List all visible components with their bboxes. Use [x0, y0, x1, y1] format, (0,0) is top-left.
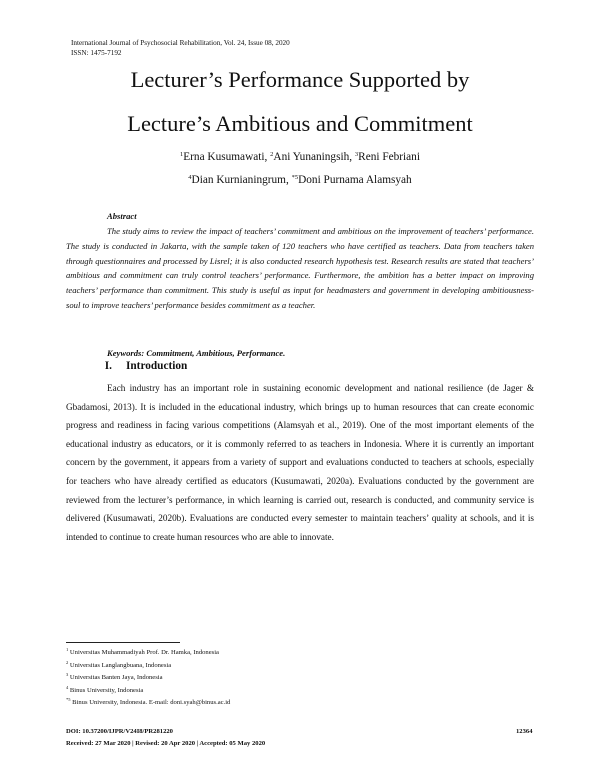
footnote-marker: 3 [66, 672, 69, 678]
footnote-marker: 4 [66, 684, 69, 690]
footnote-marker: 2 [66, 659, 69, 665]
author-name: Doni Purnama Alamsyah [298, 174, 412, 186]
section-title: Introduction [126, 360, 188, 372]
footnote-marker: *5 [66, 697, 71, 703]
footnote-marker: 1 [66, 647, 69, 652]
author-marker: 2 [270, 151, 274, 158]
section-number: I. [104, 360, 112, 372]
footnote-text: Universitas Langlangbuana, Indonesia [69, 661, 172, 669]
issn-line: ISSN: 1475-7192 [71, 49, 122, 57]
authors-line-1 [60, 148, 540, 164]
author-name: Reni Febriani [358, 151, 420, 163]
abstract-text: The study aims to review the impact of teachers’ commitment and ambitious on the improvement of teachers’ performance. The study is conducted in Jakarta, with the sample taken of 120 teachers who have certified as teachers. Data from teachers taken through questionnaires and processed by Lisrel; it is also conducted research hypothesis test. Research results are stated that teachers’ ambitious and commitment can truly control teachers’ performance. Furthermore, the ambition has a better impact on improving teachers’ performance than commitment. This study is useful as input for headmasters and government in developing ambitiousness-soul to improve teachers’ performance besides commitment as a teacher. [66, 226, 534, 310]
author-name: Dian Kurnianingrum, [191, 174, 292, 186]
introduction-paragraph: Each industry has an important role in sustaining economic development and national resilience (de Jager & Gbadamosi, 2013). It is included in the educational industry, which brings up to human resources that can create economic progress and readiness in facing various competitions (Alamsyah et al., 2019). One of the most important elements of the educational industry as educators, or it is commonly referred to as teachers in Indonesia. Where it is currently an important concern by the government, it appears from a variety of support and evaluations conducted to teachers at schools, especially for teachers who have already certified as educators (Kusumawati, 2020a). Evaluations conducted by the government are reviewed from the lecturer’s performance, in which learning is carried out, research is conducted, and community service is delivered (Kusumawati, 2020b). Evaluations are conducted every semester to maintain teachers’ quality at schools, and it is intended to continue to create human resources who are able to innovate. [66, 383, 534, 542]
paper-title-line-2: Lecture’s Ambitious and Commitment [127, 111, 473, 136]
journal-header [71, 38, 290, 58]
footnote-divider [66, 642, 180, 643]
footnote-text: Universitas Muhammadiyah Prof. Dr. Hamka, Indonesia [69, 649, 219, 656]
footnote [66, 645, 230, 658]
author-marker: 3 [354, 151, 359, 158]
footnote-text: Universitas Banten Jaya, Indonesia [69, 674, 163, 682]
paper-title-line-1: Lecturer’s Performance Supported by [130, 67, 470, 92]
author-marker: 1 [180, 151, 184, 158]
footnote [66, 670, 230, 683]
footnote-text: Binus University, Indonesia [69, 686, 144, 694]
footnote-text: Binus University, Indonesia. E-mail: doni.syah@binus.ac.id [72, 699, 231, 707]
footnote [66, 695, 230, 708]
doi: DOI: 10.37200/IJPR/V24I8/PR281220 [66, 728, 173, 735]
author-marker: *5 [291, 174, 299, 181]
footnote [66, 658, 230, 671]
footnotes [66, 645, 230, 708]
abstract-heading: Abstract [107, 211, 137, 221]
author-name: Ani Yunaningsih, [273, 151, 355, 163]
author-name: Erna Kusumawati, [183, 151, 271, 163]
page-number: 12364 [516, 728, 533, 735]
journal-line: International Journal of Psychosocial Rehabilitation, Vol. 24, Issue 08, 2020 [71, 39, 290, 47]
authors-line-2 [60, 171, 540, 187]
section-heading [66, 360, 187, 372]
submission-dates: Received: 27 Mar 2020 | Revised: 20 Apr 2020 | Accepted: 05 May 2020 [66, 740, 266, 747]
keywords: Keywords: Commitment, Ambitious, Performance. [107, 348, 286, 358]
author-marker: 4 [188, 174, 192, 181]
footnote [66, 683, 230, 696]
